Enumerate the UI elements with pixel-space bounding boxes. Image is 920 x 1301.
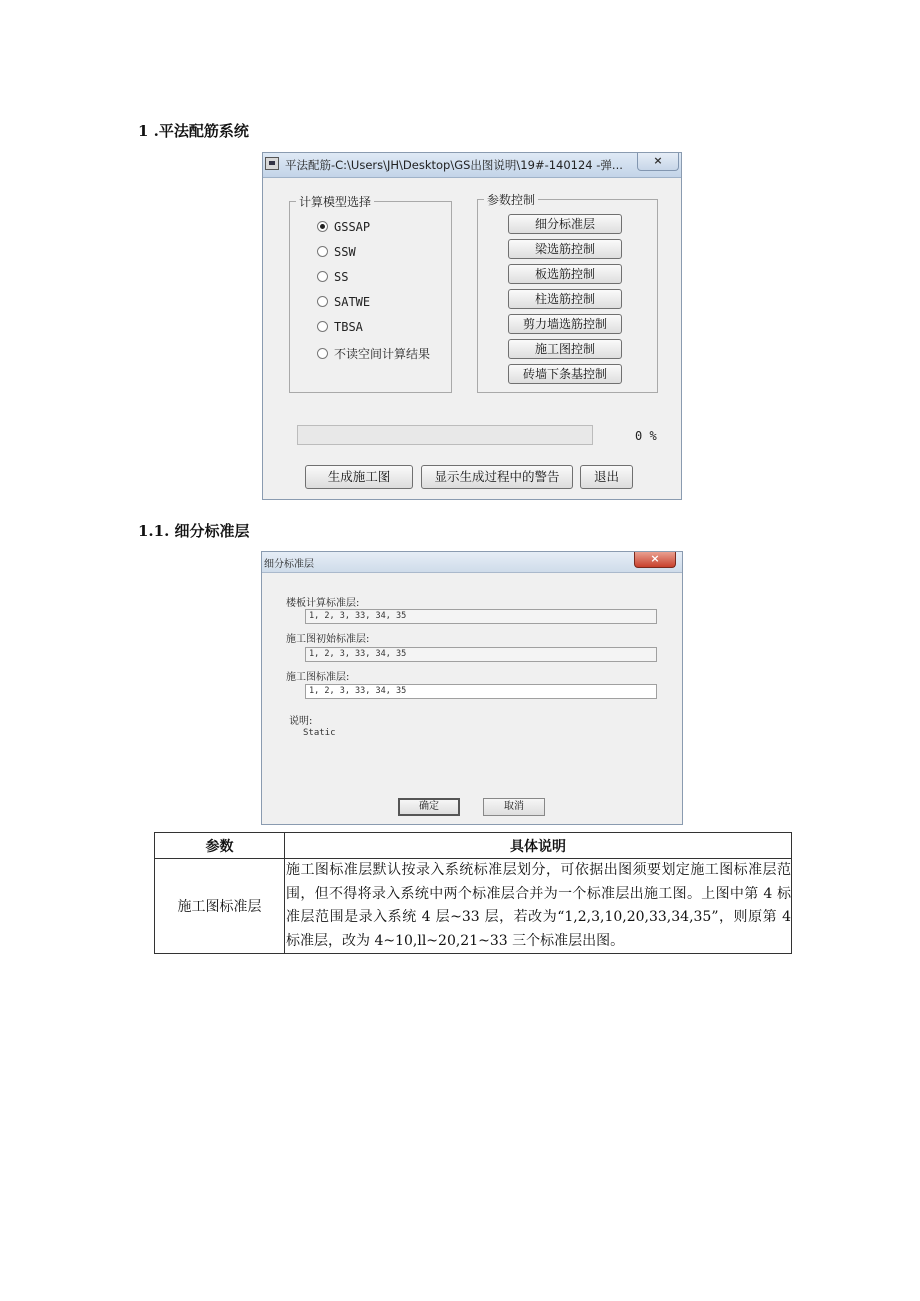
parameter-table <box>154 832 792 954</box>
section-heading-1: 1 .平法配筋系统 <box>138 122 249 140</box>
dialog-title: 细分标准层 <box>264 559 314 570</box>
note-label: 说明: <box>289 716 313 727</box>
radio-dot <box>317 246 328 257</box>
model-select-group <box>289 195 452 393</box>
close-button[interactable]: × <box>637 153 679 171</box>
progress-percent: 0 % <box>635 429 657 443</box>
drawing-floor-field[interactable]: 1, 2, 3, 33, 34, 35 <box>305 684 657 699</box>
slab-calc-floor-label: 楼板计算标准层: <box>286 598 360 609</box>
app-icon <box>265 157 279 170</box>
slab-rebar-button[interactable]: 板选筋控制 <box>508 264 622 284</box>
radio-tbsa[interactable] <box>317 320 363 334</box>
note-static-text: Static <box>303 728 336 738</box>
generate-drawing-button[interactable]: 生成施工图 <box>305 465 413 489</box>
model-select-group-title: 计算模型选择 <box>296 193 374 210</box>
dialog-titlebar[interactable] <box>262 552 682 573</box>
initial-floor-field[interactable]: 1, 2, 3, 33, 34, 35 <box>305 647 657 662</box>
param-description-cell: 施工图标准层默认按录入系统标准层划分，可依据出图须要划定施工图标准层范围，但不得将录入系统中两个标准层合并为一个标准层出施工图。上图中第 4 标准层范围是录入系统 4 层~33 层，若改为“1,2,3,10,20,33,34,35”，则原第 4 标准层，改为 4~10,ll~20,21~33 三个标准层出图。 <box>285 859 792 954</box>
radio-dot <box>317 348 328 359</box>
radio-label: SATWE <box>334 295 371 309</box>
radio-label: 不读空间计算结果 <box>334 347 431 361</box>
radio-gssap[interactable] <box>317 220 370 234</box>
header-param: 参数 <box>155 833 285 859</box>
header-description: 具体说明 <box>285 833 792 859</box>
radio-ss[interactable] <box>317 270 348 284</box>
ok-button[interactable]: 确定 <box>398 798 460 816</box>
initial-floor-label: 施工图初始标准层: <box>286 634 370 645</box>
radio-label: SSW <box>334 245 356 259</box>
shearwall-rebar-button[interactable]: 剪力墙选筋控制 <box>508 314 622 334</box>
subdivide-floor-dialog <box>261 551 683 825</box>
radio-dot <box>317 296 328 307</box>
param-control-group-title: 参数控制 <box>484 191 538 208</box>
beam-rebar-button[interactable]: 梁选筋控制 <box>508 239 622 259</box>
radio-ssw[interactable] <box>317 245 356 259</box>
exit-button[interactable]: 退出 <box>580 465 633 489</box>
slab-calc-floor-field[interactable]: 1, 2, 3, 33, 34, 35 <box>305 609 657 624</box>
cancel-button[interactable]: 取消 <box>483 798 545 816</box>
table-header-row <box>155 833 792 859</box>
window-titlebar[interactable] <box>263 153 681 178</box>
drawing-control-button[interactable]: 施工图控制 <box>508 339 622 359</box>
column-rebar-button[interactable]: 柱选筋控制 <box>508 289 622 309</box>
close-button[interactable]: × <box>634 552 676 568</box>
progress-bar <box>297 425 593 445</box>
radio-label: TBSA <box>334 320 363 334</box>
pingfa-window <box>262 152 682 500</box>
drawing-floor-label: 施工图标准层: <box>286 672 350 683</box>
show-warnings-button[interactable]: 显示生成过程中的警告 <box>421 465 573 489</box>
window-title: 平法配筋-C:\Users\JH\Desktop\GS出图说明\19#-140124 -弹... <box>285 158 623 172</box>
radio-label: GSSAP <box>334 220 371 234</box>
subdivide-floor-button[interactable]: 细分标准层 <box>508 214 622 234</box>
radio-satwe[interactable] <box>317 295 370 309</box>
radio-dot <box>317 321 328 332</box>
table-row <box>155 859 792 954</box>
brickwall-footing-button[interactable]: 砖墙下条基控制 <box>508 364 622 384</box>
param-name-cell: 施工图标准层 <box>155 859 285 954</box>
param-control-group <box>477 193 658 393</box>
radio-label: SS <box>334 270 349 284</box>
radio-no-space-result[interactable] <box>317 345 430 362</box>
radio-dot <box>317 271 328 282</box>
section-heading-2: 1.1. 细分标准层 <box>138 522 250 540</box>
radio-dot <box>317 221 328 232</box>
